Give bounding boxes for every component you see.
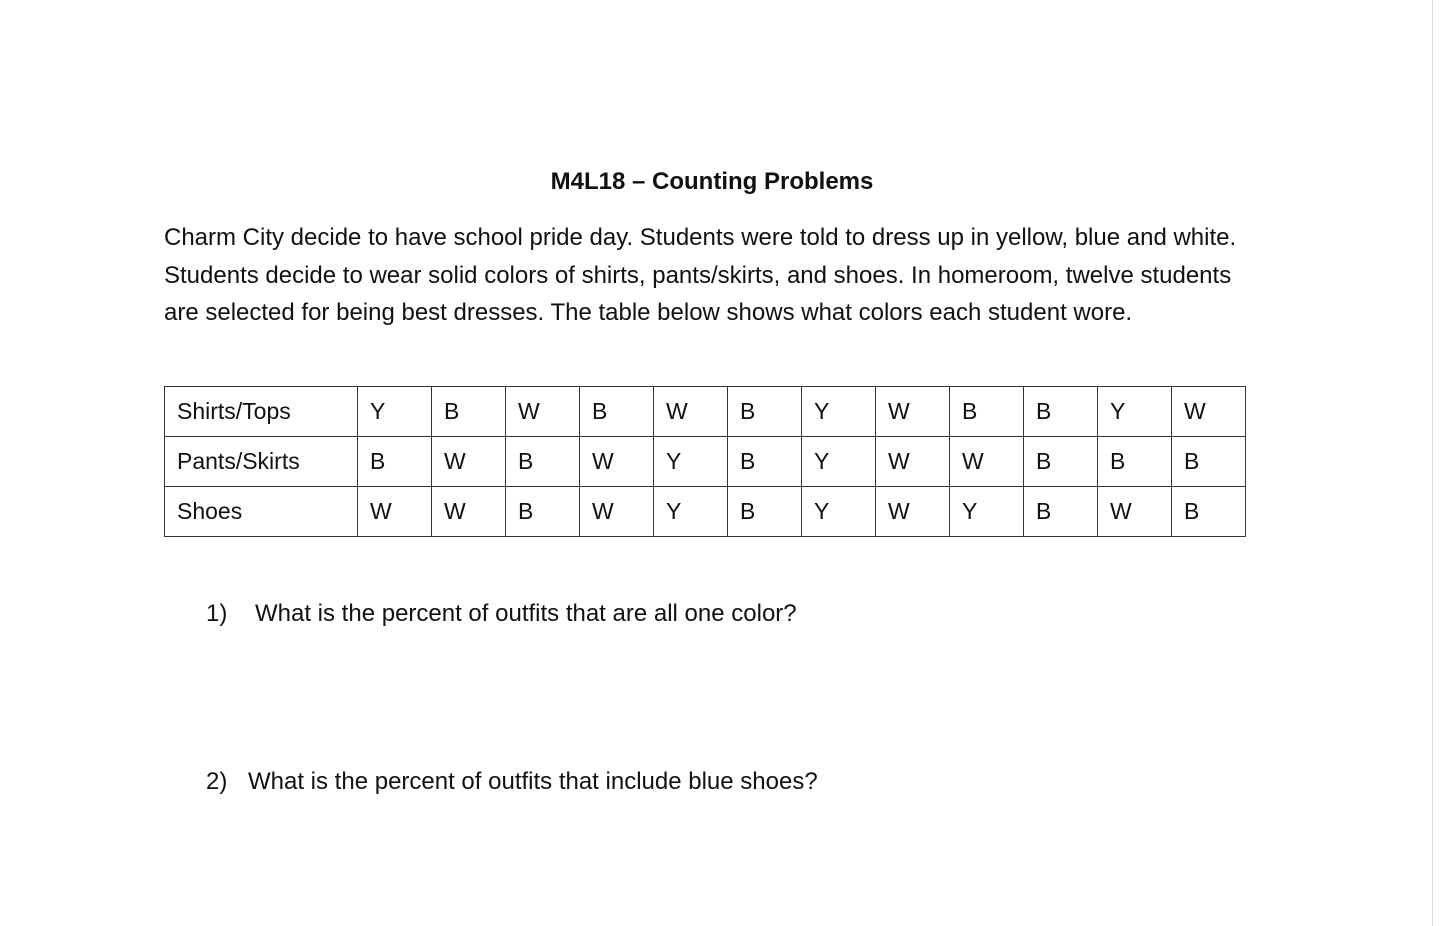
question-text: What is the percent of outfits that are all one color? bbox=[255, 600, 797, 627]
table-cell: W bbox=[1098, 487, 1172, 537]
question-2 bbox=[206, 766, 818, 798]
question-1 bbox=[206, 598, 797, 630]
table-cell: B bbox=[950, 387, 1024, 437]
table-cell: W bbox=[580, 437, 654, 487]
table-cell: W bbox=[876, 437, 950, 487]
table-cell: Y bbox=[1098, 387, 1172, 437]
table-cell: B bbox=[432, 387, 506, 437]
table-cell: Y bbox=[802, 387, 876, 437]
table-cell: Y bbox=[950, 487, 1024, 537]
row-label: Shirts/Tops bbox=[165, 387, 358, 437]
table-cell: B bbox=[1024, 387, 1098, 437]
row-label: Pants/Skirts bbox=[165, 437, 358, 487]
row-label: Shoes bbox=[165, 487, 358, 537]
table-cell: Y bbox=[802, 437, 876, 487]
table-cell: B bbox=[728, 387, 802, 437]
table-cell: W bbox=[432, 437, 506, 487]
table-cell: Y bbox=[358, 387, 432, 437]
table-cell: B bbox=[728, 437, 802, 487]
table-cell: B bbox=[1172, 487, 1246, 537]
page-title: M4L18 – Counting Problems bbox=[550, 168, 874, 195]
table-cell: B bbox=[580, 387, 654, 437]
outfit-colors-table bbox=[164, 386, 1246, 537]
table-cell: W bbox=[1172, 387, 1246, 437]
table-cell: Y bbox=[654, 437, 728, 487]
table-cell: B bbox=[1098, 437, 1172, 487]
table-cell: W bbox=[876, 387, 950, 437]
table-cell: W bbox=[358, 487, 432, 537]
table-cell: W bbox=[654, 387, 728, 437]
page-edge bbox=[1432, 0, 1433, 926]
table-cell: W bbox=[580, 487, 654, 537]
table-cell: W bbox=[950, 437, 1024, 487]
table-row bbox=[165, 437, 1246, 487]
table-row bbox=[165, 487, 1246, 537]
table-cell: B bbox=[728, 487, 802, 537]
question-text: What is the percent of outfits that include blue shoes? bbox=[248, 768, 818, 795]
table-cell: B bbox=[1172, 437, 1246, 487]
intro-paragraph: Charm City decide to have school pride day. Students were told to dress up in yellow, blue and white. Students decide to wear solid colors of shirts, pants/skirts, and shoes. In homeroom, twelve students are selected for being best dresses. The table below shows what colors each student wore. bbox=[164, 224, 1237, 326]
question-number: 1) bbox=[206, 600, 228, 627]
question-number: 2) bbox=[206, 768, 228, 795]
table-cell: B bbox=[506, 437, 580, 487]
table-cell: W bbox=[506, 387, 580, 437]
table-cell: B bbox=[358, 437, 432, 487]
table-cell: Y bbox=[802, 487, 876, 537]
table-cell: B bbox=[506, 487, 580, 537]
table-cell: B bbox=[1024, 437, 1098, 487]
table-cell: W bbox=[876, 487, 950, 537]
table-cell: B bbox=[1024, 487, 1098, 537]
table-cell: Y bbox=[654, 487, 728, 537]
table-cell: W bbox=[432, 487, 506, 537]
table-row bbox=[165, 387, 1246, 437]
